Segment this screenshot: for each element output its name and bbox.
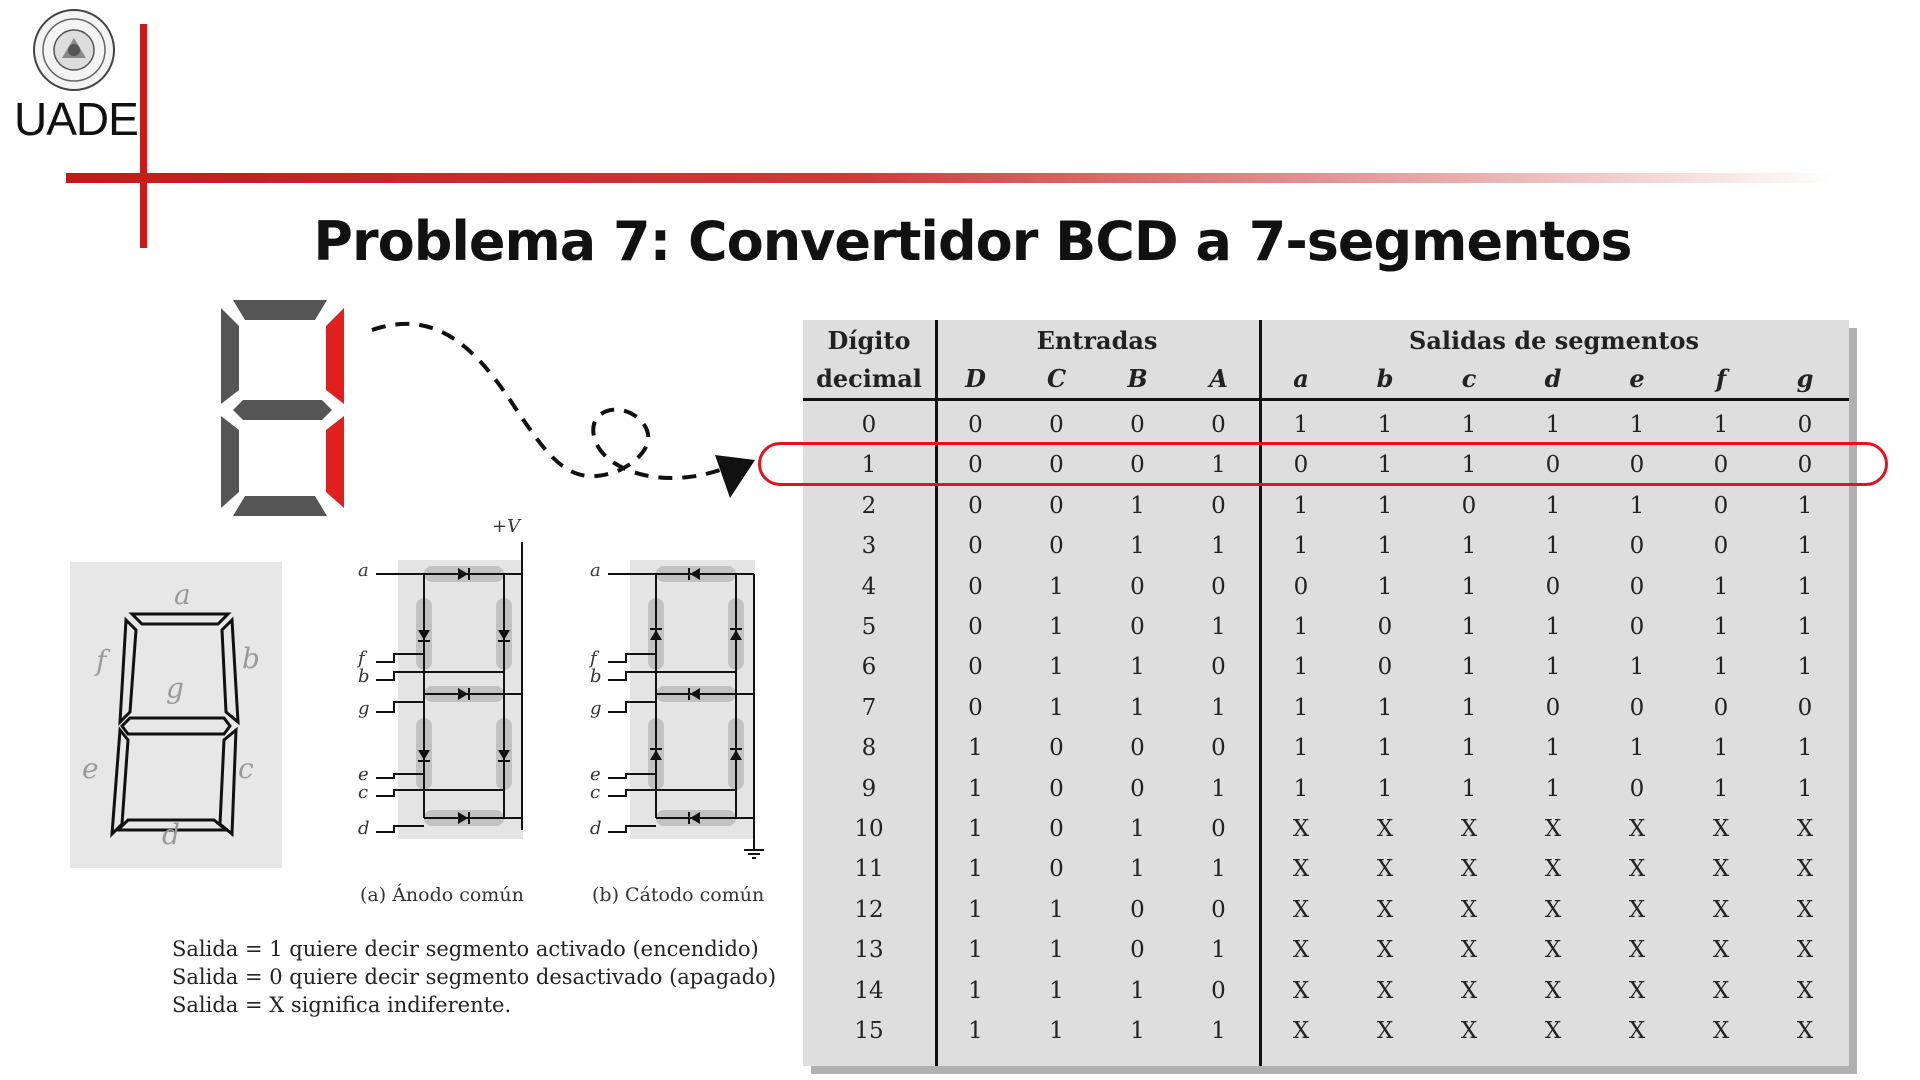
table-cell-output: 1 bbox=[1293, 614, 1309, 640]
table-cell-output: 0 bbox=[1713, 452, 1729, 479]
table-cell-input: 1 bbox=[1049, 694, 1064, 721]
table-cell-input: 0 bbox=[1130, 735, 1145, 762]
table-cell-output: 1 bbox=[1713, 573, 1729, 600]
table-cell-output: X bbox=[1628, 856, 1646, 883]
table-cell-input: 0 bbox=[968, 654, 983, 681]
table-cell-output: 0 bbox=[1797, 452, 1813, 479]
table-cell-output: X bbox=[1628, 1018, 1646, 1044]
logo-text: UADE bbox=[14, 93, 138, 145]
header-output-col: a bbox=[1293, 364, 1309, 393]
table-cell-output: X bbox=[1460, 1018, 1478, 1044]
common-cathode-circuit bbox=[578, 520, 778, 860]
table-cell-input: 0 bbox=[1211, 977, 1226, 1004]
table-cell-input: 1 bbox=[968, 856, 983, 883]
cathode-pin-g: g bbox=[590, 698, 602, 719]
table-cell-output: X bbox=[1376, 937, 1394, 964]
table-cell-input: 1 bbox=[968, 816, 983, 842]
table-row-digit: 14 bbox=[854, 977, 884, 1004]
table-cell-output: 1 bbox=[1545, 492, 1561, 519]
table-cell-output: 1 bbox=[1461, 694, 1477, 721]
table-cell-output: 1 bbox=[1713, 654, 1729, 681]
table-cell-output: X bbox=[1544, 977, 1562, 1004]
display-segment-g bbox=[233, 400, 332, 420]
table-cell-input: 1 bbox=[1049, 573, 1064, 600]
anode-pin-a: a bbox=[358, 560, 369, 581]
table-cell-input: 0 bbox=[1130, 896, 1145, 923]
seg-label-c: c bbox=[238, 752, 254, 785]
table-cell-input: 0 bbox=[968, 533, 983, 560]
seg-label-f: f bbox=[96, 644, 107, 677]
table-cell-output: 1 bbox=[1545, 533, 1561, 560]
table-cell-output: X bbox=[1544, 937, 1562, 964]
table-cell-input: 1 bbox=[1211, 452, 1226, 479]
table-cell-output: 0 bbox=[1629, 614, 1645, 640]
segment-labels-diagram bbox=[70, 562, 282, 868]
table-cell-output: X bbox=[1628, 816, 1646, 842]
anode-supply-label: +V bbox=[492, 516, 521, 537]
table-cell-input: 0 bbox=[1049, 412, 1064, 438]
table-cell-output: 1 bbox=[1377, 775, 1393, 802]
table-cell-output: 0 bbox=[1545, 452, 1561, 479]
header-outputs: Salidas de segmentos bbox=[1408, 326, 1699, 355]
table-cell-output: X bbox=[1796, 896, 1814, 923]
table-cell-output: X bbox=[1628, 937, 1646, 964]
table-cell-output: 0 bbox=[1629, 775, 1645, 802]
table-cell-input: 1 bbox=[1211, 533, 1226, 560]
table-cell-input: 1 bbox=[968, 896, 983, 923]
header-output-col: g bbox=[1796, 364, 1814, 393]
header-input-col: C bbox=[1046, 364, 1067, 393]
table-cell-input: 0 bbox=[1211, 735, 1226, 762]
table-cell-output: 1 bbox=[1797, 533, 1813, 560]
table-cell-output: X bbox=[1376, 856, 1394, 883]
common-anode-circuit bbox=[346, 516, 546, 850]
seven-segment-display bbox=[215, 292, 350, 522]
table-cell-output: 1 bbox=[1629, 492, 1645, 519]
table-row-digit: 7 bbox=[861, 694, 877, 721]
display-segment-b bbox=[326, 308, 344, 404]
header-output-col: b bbox=[1376, 364, 1394, 393]
table-cell-input: 0 bbox=[1130, 937, 1145, 964]
table-cell-output: X bbox=[1460, 816, 1478, 842]
table-row-digit: 0 bbox=[861, 412, 877, 438]
table-cell-output: 1 bbox=[1293, 533, 1309, 560]
table-cell-input: 0 bbox=[968, 573, 983, 600]
header-input-col: A bbox=[1209, 364, 1228, 393]
table-cell-output: 0 bbox=[1797, 412, 1813, 438]
table-row-digit: 9 bbox=[861, 775, 877, 802]
table-cell-input: 0 bbox=[1130, 452, 1145, 479]
table-cell-output: 1 bbox=[1461, 412, 1477, 438]
note-line: Salida = 1 quiere decir segmento activado (encendido) bbox=[172, 937, 759, 961]
table-cell-input: 0 bbox=[1211, 896, 1226, 923]
table-cell-input: 0 bbox=[1049, 492, 1064, 519]
table-cell-input: 1 bbox=[1049, 896, 1064, 923]
table-cell-output: 1 bbox=[1629, 654, 1645, 681]
seg-label-e: e bbox=[82, 752, 99, 785]
seg-label-b: b bbox=[242, 642, 260, 675]
table-cell-output: 1 bbox=[1377, 735, 1393, 762]
table-row-digit: 8 bbox=[861, 735, 877, 762]
display-segment-f bbox=[221, 308, 239, 404]
table-cell-output: 1 bbox=[1461, 573, 1477, 600]
table-cell-output: X bbox=[1376, 977, 1394, 1004]
header-output-col: f bbox=[1715, 364, 1727, 393]
table-cell-output: X bbox=[1712, 937, 1730, 964]
page-title: Problema 7: Convertidor BCD a 7-segmentos bbox=[313, 210, 1632, 273]
table-cell-output: 0 bbox=[1545, 694, 1561, 721]
table-cell-input: 1 bbox=[1130, 694, 1145, 721]
table-cell-output: 0 bbox=[1629, 694, 1645, 721]
cathode-pin-f: f bbox=[590, 648, 597, 669]
highlighted-row-outline bbox=[758, 442, 1888, 486]
table-row-digit: 4 bbox=[861, 573, 877, 600]
table-cell-input: 0 bbox=[1130, 412, 1145, 438]
table-cell-output: 0 bbox=[1629, 452, 1645, 479]
table-cell-output: 1 bbox=[1461, 614, 1477, 640]
cathode-pin-a: a bbox=[590, 560, 601, 581]
table-row-digit: 2 bbox=[861, 492, 877, 519]
table-cell-output: X bbox=[1544, 896, 1562, 923]
table-cell-output: 0 bbox=[1629, 533, 1645, 560]
table-cell-output: 1 bbox=[1797, 775, 1813, 802]
table-cell-output: X bbox=[1712, 977, 1730, 1004]
table-cell-input: 1 bbox=[1211, 937, 1226, 964]
table-cell-input: 1 bbox=[968, 977, 983, 1004]
table-cell-input: 0 bbox=[1049, 452, 1064, 479]
table-cell-output: 1 bbox=[1293, 775, 1309, 802]
table-cell-input: 0 bbox=[968, 694, 983, 721]
table-cell-output: 0 bbox=[1293, 452, 1309, 479]
table-cell-input: 1 bbox=[1211, 775, 1226, 802]
table-cell-input: 1 bbox=[1049, 1018, 1064, 1044]
table-cell-input: 1 bbox=[968, 937, 983, 964]
table-cell-output: 0 bbox=[1713, 694, 1729, 721]
header-input-col: D bbox=[965, 364, 986, 393]
uade-logo bbox=[14, 8, 138, 145]
horizontal-red-rule bbox=[66, 173, 1836, 183]
table-cell-output: 1 bbox=[1797, 614, 1813, 640]
table-cell-input: 1 bbox=[1211, 614, 1226, 640]
table-cell-input: 0 bbox=[1211, 654, 1226, 681]
table-cell-input: 1 bbox=[968, 735, 983, 762]
table-cell-output: 1 bbox=[1713, 412, 1729, 438]
table-cell-input: 1 bbox=[1211, 1018, 1226, 1044]
table-cell-output: 0 bbox=[1797, 694, 1813, 721]
table-cell-output: 1 bbox=[1293, 735, 1309, 762]
table-cell-output: 1 bbox=[1377, 533, 1393, 560]
table-cell-output: 1 bbox=[1377, 573, 1393, 600]
table-cell-input: 0 bbox=[968, 452, 983, 479]
table-cell-output: 0 bbox=[1713, 533, 1729, 560]
table-cell-input: 1 bbox=[968, 775, 983, 802]
table-cell-input: 0 bbox=[968, 614, 983, 640]
table-cell-output: X bbox=[1628, 896, 1646, 923]
anode-caption: (a) Ánodo común bbox=[360, 884, 524, 906]
table-cell-input: 0 bbox=[1049, 775, 1064, 802]
cathode-pin-d: d bbox=[590, 818, 602, 839]
table-row-digit: 12 bbox=[854, 896, 884, 923]
header-digit-line2: decimal bbox=[816, 364, 922, 393]
table-cell-output: 0 bbox=[1461, 492, 1477, 519]
display-segment-c bbox=[326, 416, 344, 508]
table-cell-output: X bbox=[1292, 856, 1310, 883]
output-notes bbox=[172, 935, 776, 1019]
table-cell-output: X bbox=[1292, 1018, 1310, 1044]
table-cell-output: X bbox=[1460, 977, 1478, 1004]
table-cell-output: 0 bbox=[1629, 573, 1645, 600]
table-cell-output: 1 bbox=[1629, 412, 1645, 438]
seg-label-d: d bbox=[162, 818, 180, 851]
table-cell-output: 0 bbox=[1713, 492, 1729, 519]
table-cell-output: 1 bbox=[1797, 654, 1813, 681]
table-cell-output: 1 bbox=[1377, 452, 1393, 479]
table-row-digit: 5 bbox=[861, 614, 877, 640]
table-cell-input: 1 bbox=[1049, 654, 1064, 681]
table-cell-input: 1 bbox=[1130, 1018, 1145, 1044]
header-input-col: B bbox=[1127, 364, 1148, 393]
note-line: Salida = X significa indiferente. bbox=[172, 993, 512, 1017]
table-row-digit: 11 bbox=[854, 856, 884, 883]
table-cell-input: 0 bbox=[1049, 816, 1064, 842]
table-cell-output: X bbox=[1376, 896, 1394, 923]
table-cell-input: 1 bbox=[1049, 614, 1064, 640]
table-cell-output: X bbox=[1292, 816, 1310, 842]
table-row-digit: 15 bbox=[854, 1018, 884, 1044]
anode-pin-b: b bbox=[358, 666, 370, 687]
table-row-digit: 10 bbox=[854, 816, 884, 842]
table-cell-input: 0 bbox=[1130, 775, 1145, 802]
anode-pin-c: c bbox=[358, 782, 369, 803]
table-cell-input: 1 bbox=[968, 1018, 983, 1044]
table-row-digit: 13 bbox=[854, 937, 884, 964]
table-cell-input: 0 bbox=[1049, 533, 1064, 560]
seg-label-g: g bbox=[166, 672, 184, 705]
header-divider bbox=[803, 398, 1849, 401]
table-cell-output: 1 bbox=[1713, 735, 1729, 762]
table-cell-output: X bbox=[1712, 816, 1730, 842]
table-cell-output: X bbox=[1292, 896, 1310, 923]
table-cell-output: X bbox=[1796, 937, 1814, 964]
table-cell-input: 0 bbox=[1049, 735, 1064, 762]
table-cell-output: X bbox=[1460, 896, 1478, 923]
header-output-col: d bbox=[1544, 364, 1562, 393]
table-cell-output: X bbox=[1544, 856, 1562, 883]
table-cell-output: X bbox=[1796, 856, 1814, 883]
bcd-truth-table bbox=[803, 320, 1849, 1066]
table-row-digit: 3 bbox=[861, 533, 877, 560]
note-line: Salida = 0 quiere decir segmento desactivado (apagado) bbox=[172, 965, 777, 989]
table-cell-output: 1 bbox=[1797, 573, 1813, 600]
table-cell-output: 0 bbox=[1377, 614, 1393, 640]
table-cell-output: 1 bbox=[1293, 412, 1309, 438]
table-cell-output: 1 bbox=[1293, 654, 1309, 681]
cathode-caption: (b) Cátodo común bbox=[592, 884, 765, 906]
table-row-digit: 1 bbox=[861, 452, 877, 479]
table-cell-input: 1 bbox=[1130, 654, 1145, 681]
table-cell-output: 1 bbox=[1377, 492, 1393, 519]
header-inputs: Entradas bbox=[1036, 326, 1158, 355]
table-cell-output: 1 bbox=[1545, 412, 1561, 438]
anode-pin-e: e bbox=[358, 764, 369, 785]
table-cell-input: 0 bbox=[1211, 492, 1226, 519]
table-cell-input: 1 bbox=[1049, 977, 1064, 1004]
table-cell-input: 1 bbox=[1130, 533, 1145, 560]
table-cell-input: 0 bbox=[1211, 816, 1226, 842]
seg-label-a: a bbox=[174, 578, 191, 611]
table-cell-output: 1 bbox=[1545, 735, 1561, 762]
table-cell-output: 0 bbox=[1293, 573, 1309, 600]
table-cell-input: 1 bbox=[1211, 694, 1226, 721]
table-cell-output: X bbox=[1460, 937, 1478, 964]
table-cell-output: 1 bbox=[1461, 533, 1477, 560]
table-cell-output: X bbox=[1712, 896, 1730, 923]
header-output-col: e bbox=[1629, 364, 1645, 393]
table-cell-output: X bbox=[1712, 856, 1730, 883]
display-segment-d bbox=[233, 496, 327, 516]
table-cell-output: 1 bbox=[1545, 614, 1561, 640]
table-cell-input: 1 bbox=[1211, 856, 1226, 883]
table-cell-input: 0 bbox=[1130, 614, 1145, 640]
table-cell-output: 1 bbox=[1461, 452, 1477, 479]
table-cell-output: X bbox=[1544, 1018, 1562, 1044]
anode-pin-d: d bbox=[358, 818, 370, 839]
table-cell-output: 1 bbox=[1461, 735, 1477, 762]
table-cell-output: 1 bbox=[1377, 694, 1393, 721]
table-cell-input: 0 bbox=[968, 412, 983, 438]
table-cell-output: 1 bbox=[1797, 735, 1813, 762]
table-cell-output: X bbox=[1292, 937, 1310, 964]
table-cell-input: 0 bbox=[1211, 573, 1226, 600]
table-cell-input: 1 bbox=[1130, 816, 1145, 842]
cathode-pin-e: e bbox=[590, 764, 601, 785]
table-cell-input: 1 bbox=[1130, 492, 1145, 519]
table-cell-output: 1 bbox=[1461, 775, 1477, 802]
table-cell-output: X bbox=[1796, 977, 1814, 1004]
table-cell-input: 0 bbox=[1130, 573, 1145, 600]
table-row-digit: 6 bbox=[861, 654, 877, 681]
table-cell-output: 1 bbox=[1629, 735, 1645, 762]
cathode-pin-c: c bbox=[590, 782, 601, 803]
table-cell-input: 0 bbox=[1049, 856, 1064, 883]
anode-pin-g: g bbox=[358, 698, 370, 719]
table-cell-output: 1 bbox=[1713, 614, 1729, 640]
table-cell-output: X bbox=[1628, 977, 1646, 1004]
display-segment-e bbox=[221, 416, 239, 508]
table-cell-output: 1 bbox=[1797, 492, 1813, 519]
table-cell-input: 1 bbox=[1130, 977, 1145, 1004]
table-cell-output: X bbox=[1376, 1018, 1394, 1044]
table-cell-output: X bbox=[1712, 1018, 1730, 1044]
anode-pin-f: f bbox=[358, 648, 365, 669]
table-cell-output: 1 bbox=[1461, 654, 1477, 681]
table-cell-input: 0 bbox=[968, 492, 983, 519]
table-cell-output: X bbox=[1796, 1018, 1814, 1044]
table-cell-output: 1 bbox=[1377, 412, 1393, 438]
table-cell-output: 0 bbox=[1377, 654, 1393, 681]
table-cell-output: 0 bbox=[1545, 573, 1561, 600]
table-cell-output: 1 bbox=[1545, 654, 1561, 681]
table-cell-output: X bbox=[1544, 816, 1562, 842]
table-cell-output: 1 bbox=[1713, 775, 1729, 802]
dashed-arrow bbox=[360, 310, 760, 510]
table-cell-input: 0 bbox=[1211, 412, 1226, 438]
header-output-col: c bbox=[1461, 364, 1477, 393]
display-segment-a bbox=[233, 300, 327, 320]
table-cell-output: X bbox=[1796, 816, 1814, 842]
table-cell-output: 1 bbox=[1293, 492, 1309, 519]
table-cell-output: 1 bbox=[1545, 775, 1561, 802]
table-cell-input: 1 bbox=[1130, 856, 1145, 883]
header-digit-line1: Dígito bbox=[827, 326, 911, 355]
table-cell-output: X bbox=[1376, 816, 1394, 842]
cathode-pin-b: b bbox=[590, 666, 602, 687]
table-cell-output: X bbox=[1460, 856, 1478, 883]
table-cell-output: X bbox=[1292, 977, 1310, 1004]
table-cell-output: 1 bbox=[1293, 694, 1309, 721]
university-seal-icon bbox=[32, 8, 116, 92]
table-cell-input: 1 bbox=[1049, 937, 1064, 964]
